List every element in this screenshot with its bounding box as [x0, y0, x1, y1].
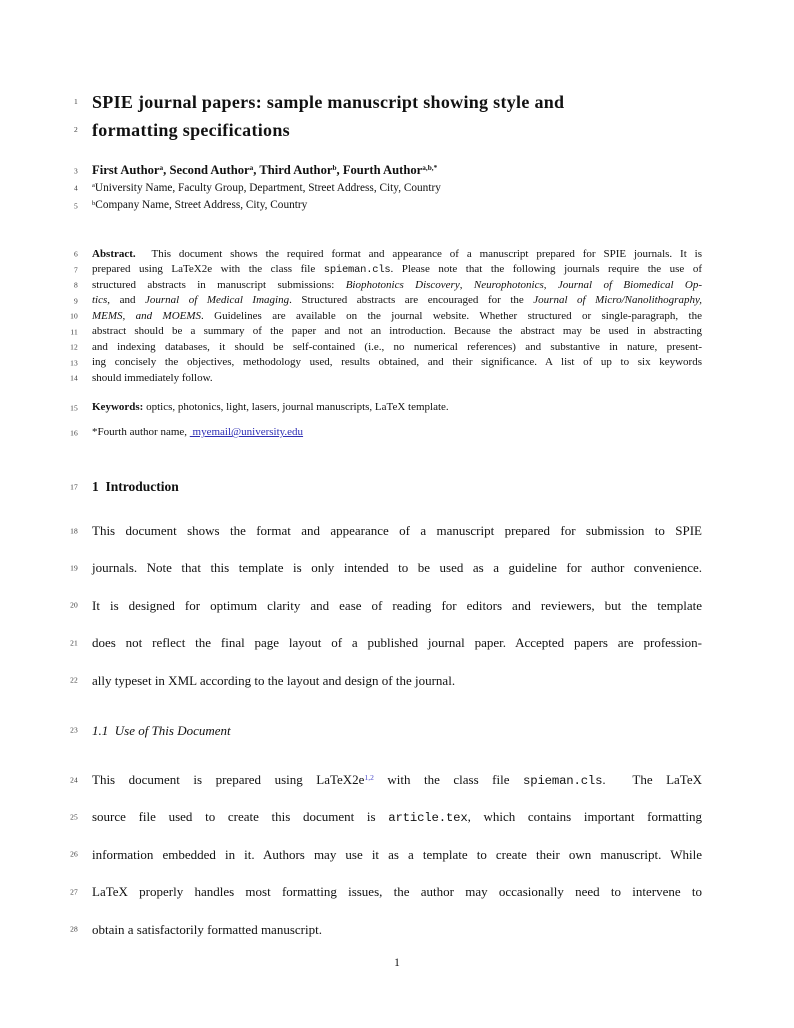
line-text: First Author$^a$, Second Author$^a$, Third Author$^b$, Fourth Author$^{a,b,*}$ [92, 163, 438, 177]
doc-line [74, 262, 702, 278]
line-number: 17 [70, 482, 78, 491]
text-segment: article.tex [388, 811, 468, 826]
line-text: formatting specifications [92, 120, 290, 140]
doc-line [70, 549, 702, 586]
line-number: 23 [70, 725, 78, 735]
line-text: *Fourth author name, myemail@university.edu [92, 426, 304, 438]
line-text: $^b$Company Name, Street Address, City, Country [92, 199, 308, 211]
text-segment: Biophotonics Discovery [345, 278, 460, 291]
doc-line [70, 477, 702, 496]
text-segment: tics [92, 294, 108, 306]
text-segment: b [92, 199, 96, 207]
text-segment: a [159, 163, 164, 173]
line-number: 15 [70, 403, 78, 412]
abstract-paragraph [70, 247, 703, 387]
doc-line [70, 371, 702, 387]
doc-line [74, 88, 702, 116]
line-number: 9 [74, 296, 78, 305]
doc-line [70, 721, 702, 740]
line-text: ing concisely the objectives, methodology used, results obtained, and their significance. A list of up to six keywords [92, 356, 702, 368]
doc-line [74, 162, 702, 180]
page-footer [92, 956, 702, 971]
line-number: 25 [70, 812, 78, 822]
line-number: 13 [70, 358, 78, 367]
line-number: 19 [70, 563, 78, 573]
email-link[interactable]: myemail@university.edu [189, 426, 304, 438]
text-segment: Keywords: [92, 401, 144, 413]
citation-link[interactable]: 1,2 [364, 773, 374, 783]
doc-line [70, 425, 702, 440]
line-number: 24 [70, 774, 78, 784]
line-text: This document is prepared using $LaTeX2e^{1,2}$ with the class file spieman.cls. The LaTeX [92, 771, 702, 788]
text-segment: Neurophotonics [473, 278, 544, 291]
line-number: 21 [70, 638, 78, 648]
text-segment: Journal of Micro/Nanolithography, [533, 294, 702, 306]
authors-block [74, 162, 702, 215]
doc-line [70, 624, 702, 661]
text-segment: a [249, 163, 254, 173]
line-text: LaTeX properly handles most formatting issues, the author may occasionally need to intervene to [92, 884, 702, 900]
line-text: SPIE journal papers: sample manuscript showing style and [92, 92, 565, 112]
doc-line [70, 355, 702, 371]
line-text: should immediately follow. [92, 371, 213, 384]
line-number: 2 [74, 125, 78, 134]
intro-paragraph-2 [70, 761, 702, 948]
line-number: 20 [70, 600, 78, 610]
text-segment: a [92, 182, 95, 190]
text-segment: b [332, 163, 337, 173]
line-text: prepared using LaTeX2e with the class file spieman.cls. Please note that the following journals require the use of [92, 263, 702, 276]
doc-line [70, 873, 702, 910]
doc-line [70, 512, 702, 549]
doc-line [70, 911, 702, 948]
line-number: 11 [70, 327, 78, 336]
text-segment: spieman.cls [323, 264, 391, 276]
line-text: and indexing databases, it should be self-contained (i.e., no numerical references) and substantive in nature, present- [92, 340, 702, 353]
line-text: This document shows the format and appearance of a manuscript prepared for submission to SPIE [92, 523, 702, 538]
doc-line [74, 278, 703, 294]
doc-line [74, 180, 702, 198]
line-text: tics, and Journal of Medical Imaging. Structured abstracts are encouraged for the Journal of Micro/Nanolithography, [92, 294, 702, 306]
text-segment: Journal of Biomedical Op- [557, 278, 703, 291]
doc-line [70, 340, 702, 356]
line-number: 14 [70, 373, 78, 383]
line-text: obtain a satisfactorily formatted manuscript. [92, 921, 322, 937]
text-segment: a,b,* [422, 163, 438, 173]
doc-line [74, 197, 702, 215]
doc-line [74, 116, 702, 144]
line-text: information embedded in it. Authors may use it as a template to create their own manuscript. While [92, 846, 702, 862]
doc-line [70, 798, 702, 835]
line-text: structured abstracts in manuscript submissions: Biophotonics Discovery, Neurophotonics, Journal of Biomedical Op- [92, 278, 703, 291]
line-text: 1 Introduction [92, 479, 179, 494]
line-number: 26 [70, 849, 78, 859]
text-segment: Abstract. [92, 247, 136, 260]
line-text: abstract should be a summary of the paper and not an introduction. Because the abstract may be used in abstracting [92, 325, 702, 337]
line-number: 16 [70, 428, 78, 437]
subsection-heading-use-of-this-document [70, 721, 702, 740]
line-number: 12 [70, 342, 78, 352]
line-text: journals. Note that this template is only intended to be used as a guideline for author convenience. [92, 560, 702, 576]
section-heading-introduction [70, 477, 702, 496]
doc-line [70, 324, 702, 340]
line-number: 27 [70, 887, 78, 897]
text-segment: Journal of Medical Imaging [145, 294, 290, 306]
line-number: 6 [74, 249, 78, 259]
line-text: does not reflect the final page layout of a published journal paper. Accepted papers are profession- [92, 635, 702, 651]
text-segment: spieman.cls [523, 773, 603, 788]
paper-title [74, 88, 702, 144]
doc-line [74, 293, 702, 309]
line-number: 18 [70, 525, 78, 535]
doc-line [70, 400, 702, 415]
line-number: 22 [70, 675, 78, 685]
line-number: 7 [74, 265, 78, 274]
line-text: Keywords: optics, photonics, light, lasers, journal manuscripts, LaTeX template. [92, 401, 449, 413]
line-text: It is designed for optimum clarity and ease of reading for editors and reviewers, but the template [92, 597, 702, 613]
doc-line [70, 309, 702, 325]
line-number: 4 [74, 183, 78, 193]
line-text: $^a$University Name, Faculty Group, Department, Street Address, City, Country [92, 181, 441, 194]
line-number: 28 [70, 924, 78, 934]
correspondence-line [70, 425, 702, 440]
line-text: 1.1 Use of This Document [92, 722, 231, 738]
intro-paragraph-1 [70, 512, 702, 699]
keywords-line [70, 400, 702, 415]
doc-line [70, 836, 702, 873]
doc-line [70, 587, 702, 624]
line-number: 3 [74, 166, 78, 175]
line-number: 8 [74, 280, 78, 290]
line-text: MEMS, and MOEMS. Guidelines are available on the journal website. Whether structured or single-paragraph, the [92, 309, 702, 322]
text-segment: MEMS, and MOEMS [92, 309, 202, 322]
doc-line [70, 761, 702, 798]
doc-line [70, 662, 702, 699]
page-content [70, 0, 703, 971]
line-number: 10 [70, 311, 78, 321]
line-text: source file used to create this document is article.tex, which contains important formatting [92, 809, 702, 826]
line-text: ally typeset in XML according to the layout and design of the journal. [92, 672, 456, 688]
line-number: 1 [74, 97, 78, 106]
page-number: 1 [394, 956, 400, 969]
line-number: 5 [74, 201, 78, 210]
doc-line [74, 247, 702, 263]
line-text: Abstract. This document shows the required format and appearance of a manuscript prepared for SPIE journals. It is [92, 247, 702, 260]
